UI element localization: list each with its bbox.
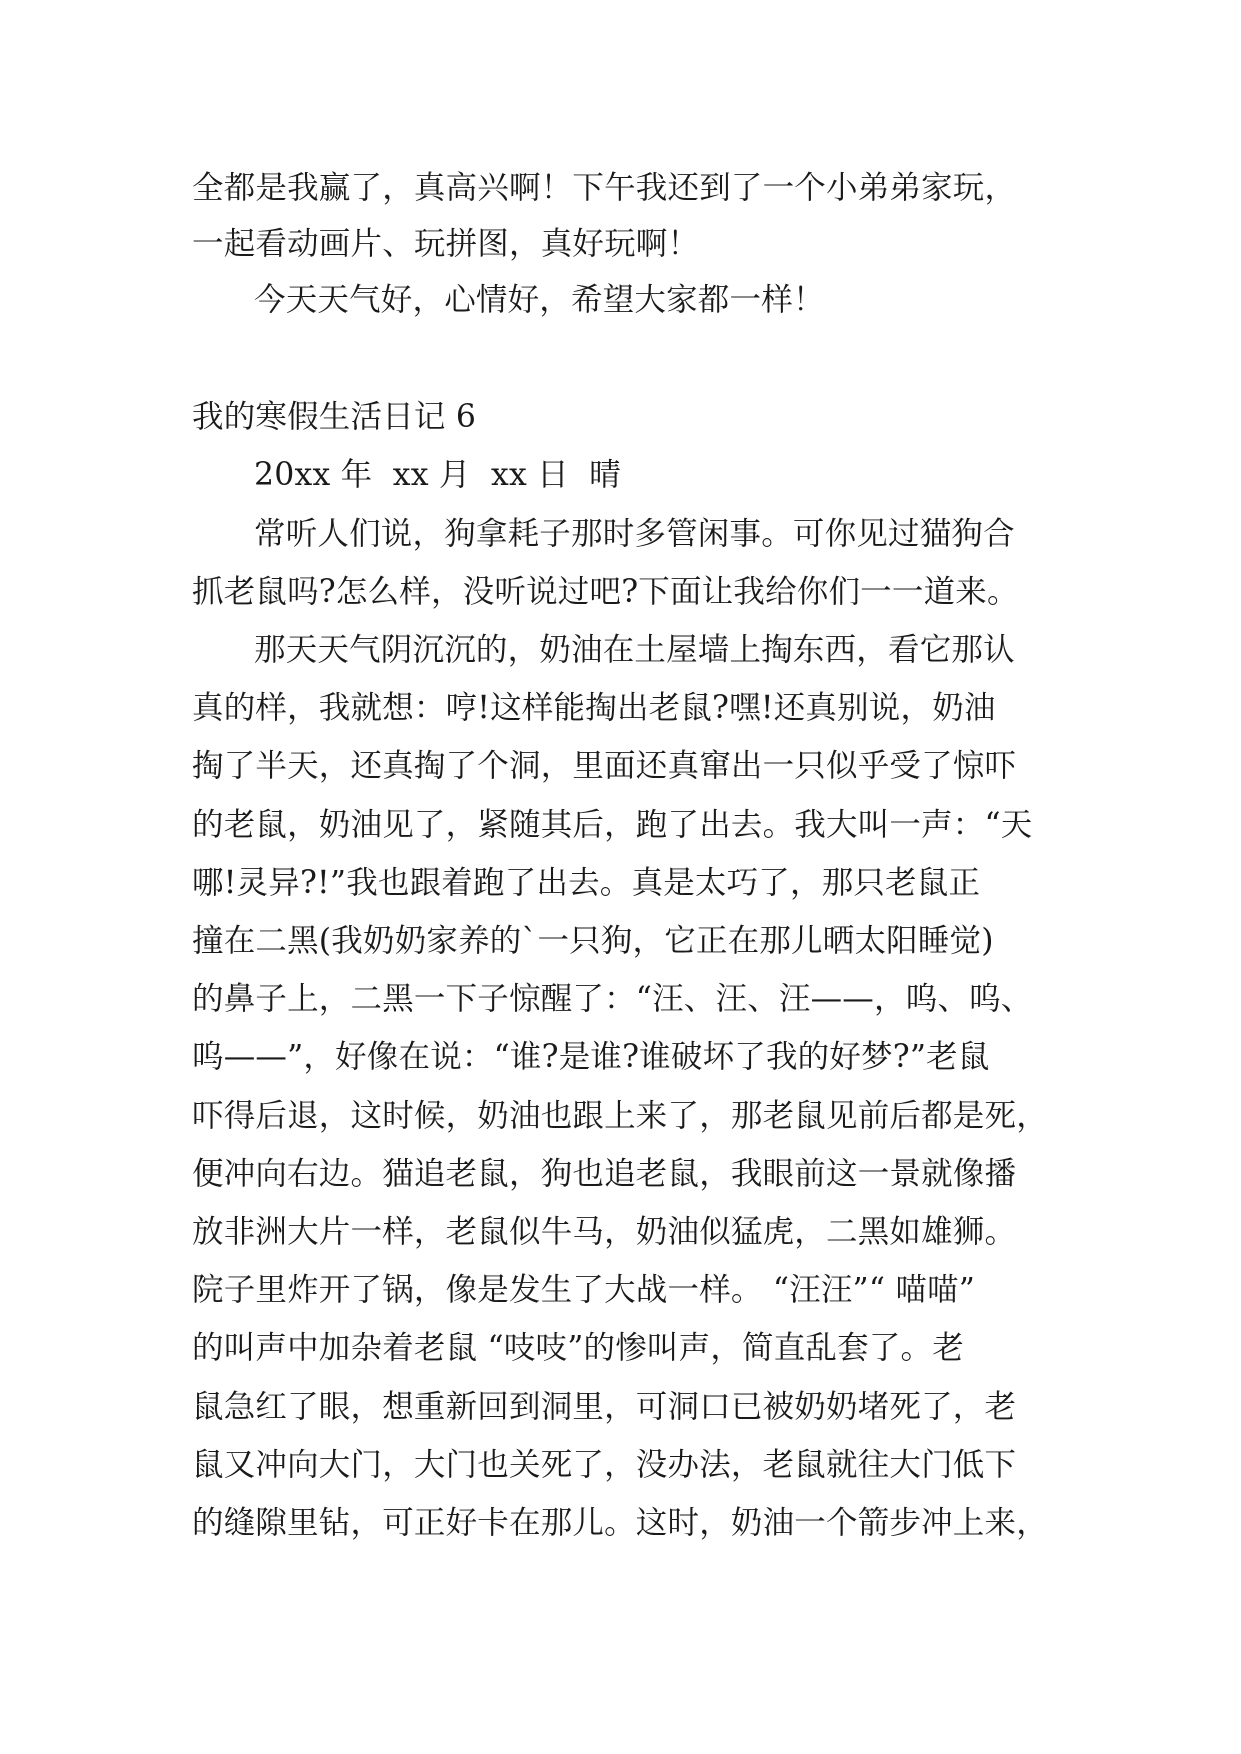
text-line: 一起看动画片、玩拼图，真好玩啊！ <box>192 226 700 262</box>
text-line: 呜——”，好像在说：“谁?是谁?谁破坏了我的好梦?”老鼠 <box>192 1039 990 1075</box>
text-line: 今天天气好，心情好，希望大家都一样！ <box>254 282 825 318</box>
text-line: 哪!灵异?!”我也跟着跑了出去。真是太巧了，那只老鼠正 <box>192 865 981 901</box>
text-line: 的鼻子上，二黑一下子惊醒了：“汪、汪、汪——，呜、呜、 <box>192 981 1033 1017</box>
text-line: 掏了半天，还真掏了个洞，里面还真窜出一只似乎受了惊吓 <box>192 748 1017 784</box>
text-line: 的老鼠，奶油见了，紧随其后，跑了出去。我大叫一声：“天 <box>192 807 1033 843</box>
text-line: 抓老鼠吗?怎么样，没听说过吧?下面让我给你们一一道来。 <box>192 574 1019 610</box>
text-line: 的叫声中加杂着老鼠 “吱吱”的惨叫声，简直乱套了。老 <box>192 1330 964 1366</box>
text-line: 鼠又冲向大门，大门也关死了，没办法，老鼠就往大门低下 <box>192 1447 1017 1483</box>
text-line: 真的样，我就想：哼!这样能掏出老鼠?嘿!还真别说，奶油 <box>192 690 996 726</box>
text-line: 全都是我赢了，真高兴啊！下午我还到了一个小弟弟家玩， <box>192 170 1017 206</box>
text-line: 鼠急红了眼，想重新回到洞里，可洞口已被奶奶堵死了，老 <box>192 1389 1017 1425</box>
text-line: 院子里炸开了锅，像是发生了大战一样。 “汪汪”“ 喵喵” <box>192 1272 976 1308</box>
text-line: 撞在二黑(我奶奶家养的`一只狗，它正在那儿晒太阳睡觉) <box>192 923 994 959</box>
diary-date-line: 20xx 年 xx 月 xx 日 晴 <box>254 457 621 493</box>
text-line: 那天天气阴沉沉的，奶油在土屋墙上掏东西，看它那认 <box>254 632 1015 668</box>
section-title: 我的寒假生活日记 6 <box>192 399 477 435</box>
text-line: 吓得后退，这时候，奶油也跟上来了，那老鼠见前后都是死， <box>192 1098 1048 1134</box>
text-line: 便冲向右边。猫追老鼠，狗也追老鼠，我眼前这一景就像播 <box>192 1156 1017 1192</box>
text-line: 常听人们说，狗拿耗子那时多管闲事。可你见过猫狗合 <box>254 516 1015 552</box>
text-line: 放非洲大片一样，老鼠似牛马，奶油似猛虎，二黑如雄狮。 <box>192 1214 1017 1250</box>
text-line: 的缝隙里钻，可正好卡在那儿。这时，奶油一个箭步冲上来， <box>192 1505 1048 1541</box>
